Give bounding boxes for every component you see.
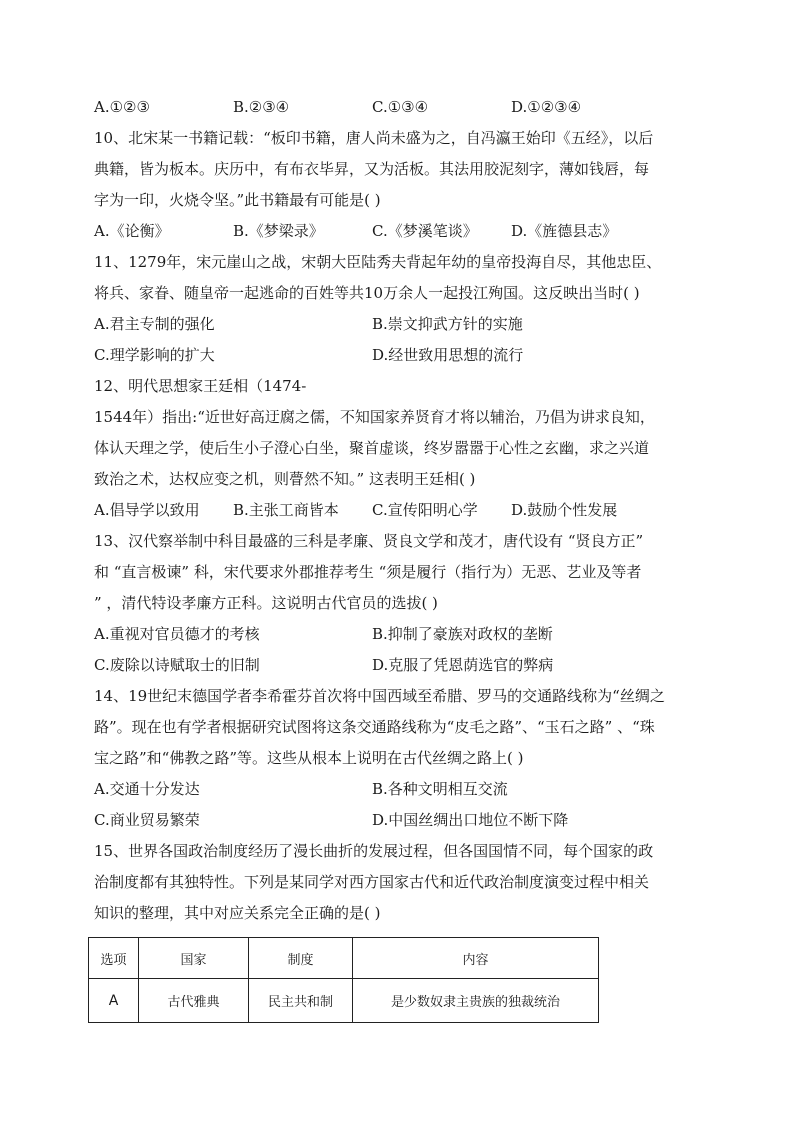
table-header-cell: 制度 [249, 938, 353, 979]
prev-option-a: A.①②③ [94, 98, 150, 116]
q14-stem-line-3: 宝之路”和“佛教之路”等。这些从根本上说明在古代丝绸之路上( ) [94, 749, 524, 767]
q13-option-a: A.重视对官员德才的考核 [94, 625, 260, 643]
table-header-cell: 国家 [139, 938, 249, 979]
table-cell: 古代雅典 [139, 979, 249, 1023]
q15-answer-table [88, 937, 599, 1023]
q15-stem-line-1: 15、世界各国政治制度经历了漫长曲折的发展过程，但各国国情不同，每个国家的政 [94, 842, 654, 860]
q13-stem-line-1: 13、汉代察举制中科目最盛的三科是孝廉、贤良文学和茂才，唐代设有 “贤良方正” [94, 532, 644, 550]
q11-option-a: A.君主专制的强化 [94, 315, 215, 333]
q12-stem-line-2: 1544年）指出:“近世好高迂腐之儒，不知国家养贤育才将以辅治，乃倡为讲求良知， [94, 408, 655, 426]
q11-option-c: C.理学影响的扩大 [94, 346, 215, 364]
q14-option-b: B.各种文明相互交流 [372, 780, 508, 798]
q12-stem-line-4: 致治之术，达权应变之机，则瞢然不知。” 这表明王廷相( ) [94, 470, 476, 488]
q10-stem-line-2: 典籍，皆为板本。庆历中，有布衣毕昇，又为活板。其法用胶泥刻字，薄如钱唇，每 [94, 160, 650, 178]
q10-stem-line-3: 字为一印，火烧令坚。”此书籍最有可能是( ) [94, 191, 381, 209]
q12-option-a: A.倡导学以致用 [94, 501, 200, 519]
q11-stem-line-2: 将兵、家眷、随皇帝一起逃命的百姓等共10万余人一起投江殉国。这反映出当时( ) [94, 284, 640, 302]
q15-stem-line-3: 知识的整理，其中对应关系完全正确的是( ) [94, 904, 381, 922]
table-header-cell: 内容 [353, 938, 599, 979]
q13-option-c: C.废除以诗赋取士的旧制 [94, 656, 260, 674]
q14-option-d: D.中国丝绸出口地位不断下降 [372, 811, 569, 829]
q10-option-b: B.《梦梁录》 [233, 222, 324, 240]
q13-option-d: D.克服了凭恩荫选官的弊病 [372, 656, 554, 674]
q13-stem-line-3: ” ，清代特设孝廉方正科。这说明古代官员的选拔( ) [94, 594, 438, 612]
q10-option-d: D.《旌德县志》 [511, 222, 618, 240]
table-cell: 是少数奴隶主贵族的独裁统治 [353, 979, 599, 1023]
prev-option-b: B.②③④ [233, 98, 290, 116]
q15-stem-line-2: 治制度都有其独特性。下列是某同学对西方国家古代和近代政治制度演变过程中相关 [94, 873, 650, 891]
q12-stem-line-1: 12、明代思想家王廷相（1474- [94, 377, 307, 395]
prev-option-c: C.①③④ [372, 98, 429, 116]
table-cell: 民主共和制 [249, 979, 353, 1023]
q14-option-c: C.商业贸易繁荣 [94, 811, 200, 829]
table-header-row [89, 938, 599, 979]
prev-option-d: D.①②③④ [511, 98, 582, 116]
q11-option-b: B.崇文抑武方针的实施 [372, 315, 523, 333]
q14-stem-line-1: 14、19世纪末德国学者李希霍芬首次将中国西域至希腊、罗马的交通路线称为“丝绸之 [94, 687, 665, 705]
table-header-cell: 选项 [89, 938, 139, 979]
q12-option-c: C.宣传阳明心学 [372, 501, 478, 519]
q11-option-d: D.经世致用思想的流行 [372, 346, 524, 364]
q10-stem-line-1: 10、北宋某一书籍记载：“板印书籍，唐人尚未盛为之，自冯瀛王始印《五经》，以后 [94, 129, 654, 147]
q12-option-b: B.主张工商皆本 [233, 501, 339, 519]
q13-option-b: B.抑制了豪族对政权的垄断 [372, 625, 553, 643]
table-cell: A [89, 979, 139, 1023]
q14-stem-line-2: 路”。现在也有学者根据研究试图将这条交通路线称为“皮毛之路”、“玉石之路” 、“珠 [94, 718, 655, 736]
q10-option-c: C.《梦溪笔谈》 [372, 222, 478, 240]
q10-option-a: A.《论衡》 [94, 222, 170, 240]
q12-stem-line-3: 体认天理之学，使后生小子澄心白坐，聚首虚谈，终岁嚣嚣于心性之玄幽，求之兴道 [94, 439, 650, 457]
q13-stem-line-2: 和 “直言极谏” 科，宋代要求外郡推荐考生 “须是履行（指行为）无恶、艺业及等者 [94, 563, 642, 581]
table-row [89, 979, 599, 1023]
q12-option-d: D.鼓励个性发展 [511, 501, 618, 519]
q14-option-a: A.交通十分发达 [94, 780, 200, 798]
q11-stem-line-1: 11、1279年，宋元崖山之战，宋朝大臣陆秀夫背起年幼的皇帝投海自尽，其他忠臣、 [94, 253, 662, 271]
